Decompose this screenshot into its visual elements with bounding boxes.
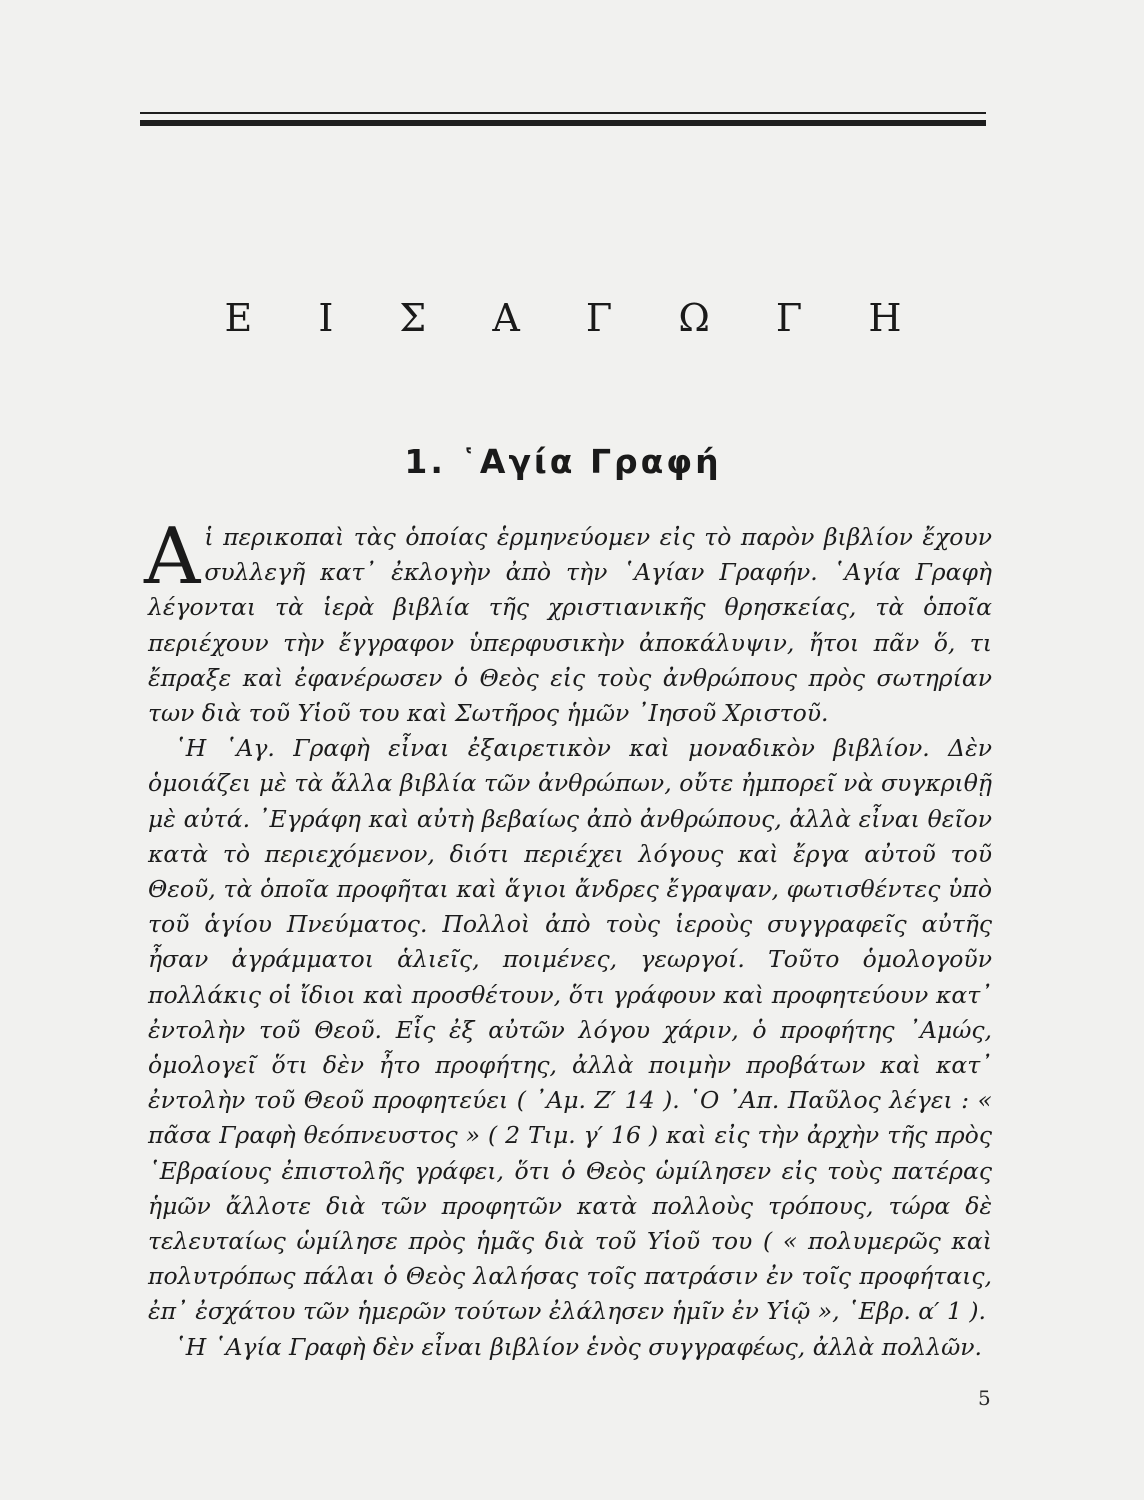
paragraph-3: ῾Η ῾Αγία Γραφὴ δὲν εἶναι βιβλίον ἑνὸς συγγραφέως, ἀλλὰ πολλῶν. <box>174 1332 983 1361</box>
paragraph-1-text: ἱ περικοπαὶ τὰς ὁποίας ἑρμηνεύομεν εἰς τὸ παρὸν βιβλίον ἔχουν συλλεγῆ κατ᾽ ἐκλογὴν ἀπὸ τὴν ῾Αγίαν Γραφήν. ῾Αγία Γραφὴ λέγονται τὰ ἱερὰ βιβλία τῆς χριστιανικῆς θρησκείας, τὰ ὁποῖα περιέχουν τὴν ἔγγραφον ὑπερφυσικὴν ἀποκάλυψιν, ἤτοι πᾶν ὅ, τι ἔπραξε καὶ ἐφανέρωσεν ὁ Θεὸς εἰς τοὺς ἀνθρώπους πρὸς σωτηρίαν των διὰ τοῦ Υἱοῦ του καὶ Σωτῆρος ἡμῶν ᾽Ιησοῦ Χριστοῦ. <box>148 523 992 728</box>
top-rule-thick <box>140 120 986 126</box>
drop-cap: Α <box>144 512 201 602</box>
top-rule-thin <box>140 112 986 114</box>
paragraph-1 <box>144 512 992 731</box>
body-text <box>144 512 992 1365</box>
section-title: 1. ῾Αγία Γραφή <box>404 442 722 481</box>
chapter-title: Ε Ι Σ Α Γ Ω Γ Η <box>224 296 929 340</box>
paragraph-2: ῾Η ῾Αγ. Γραφὴ εἶναι ἐξαιρετικὸν καὶ μοναδικὸν βιβλίον. Δὲν ὁμοιάζει μὲ τὰ ἄλλα βιβλία τῶν ἀνθρώπων, οὔτε ἠμπορεῖ νὰ συγκριθῇ μὲ αὐτά. ᾽Εγράφη καὶ αὐτὴ βεβαίως ἀπὸ ἀνθρώπους, ἀλλὰ εἶναι θεῖον κατὰ τὸ περιεχόμενον, διότι περιέχει λόγους καὶ ἔργα αὐτοῦ τοῦ Θεοῦ, τὰ ὁποῖα προφῆται καὶ ἅγιοι ἄνδρες ἔγραψαν, φωτισθέντες ὑπὸ τοῦ ἁγίου Πνεύματος. Πολλοὶ ἀπὸ τοὺς ἱεροὺς συγγραφεῖς αὐτῆς ἦσαν ἀγράμματοι ἁλιεῖς, ποιμένες, γεωργοί. Τοῦτο ὁμολογοῦν πολλάκις οἱ ἴδιοι καὶ προσθέτουν, ὅτι γράφουν καὶ προφητεύουν κατ᾽ ἐντολὴν τοῦ Θεοῦ. Εἷς ἐξ αὐτῶν λόγου χάριν, ὁ προφήτης ᾽Αμώς, ὁμολογεῖ ὅτι δὲν ἦτο προφήτης, ἀλλὰ ποιμὴν προβάτων καὶ κατ᾽ ἐντολὴν τοῦ Θεοῦ προφητεύει ( ᾽Αμ. Ζ′ 14 ). ῾Ο ᾽Απ. Παῦλος λέγει : « πᾶσα Γραφὴ θεόπνευστος » ( 2 Τιμ. γ′ 16 ) καὶ εἰς τὴν ἀρχὴν τῆς πρὸς ῾Εβραίους ἐπιστολῆς γράφει, ὅτι ὁ Θεὸς ὡμίλησεν εἰς τοὺς πατέρας ἡμῶν ἄλλοτε διὰ τῶν προφητῶν κατὰ πολλοὺς τρόπους, τώρα δὲ τελευταίως ὡμίλησε πρὸς ἡμᾶς διὰ τοῦ Υἱοῦ του ( « πολυμερῶς καὶ πολυτρόπως πάλαι ὁ Θεὸς λαλήσας τοῖς πατράσιν ἐν τοῖς προφήταις, ἐπ᾽ ἐσχάτου τῶν ἡμερῶν τούτων ἐλάλησεν ἡμῖν ἐν Υἱῷ », ῾Εβρ. α′ 1 ). <box>148 734 992 1326</box>
page-number: 5 <box>978 1386 991 1410</box>
